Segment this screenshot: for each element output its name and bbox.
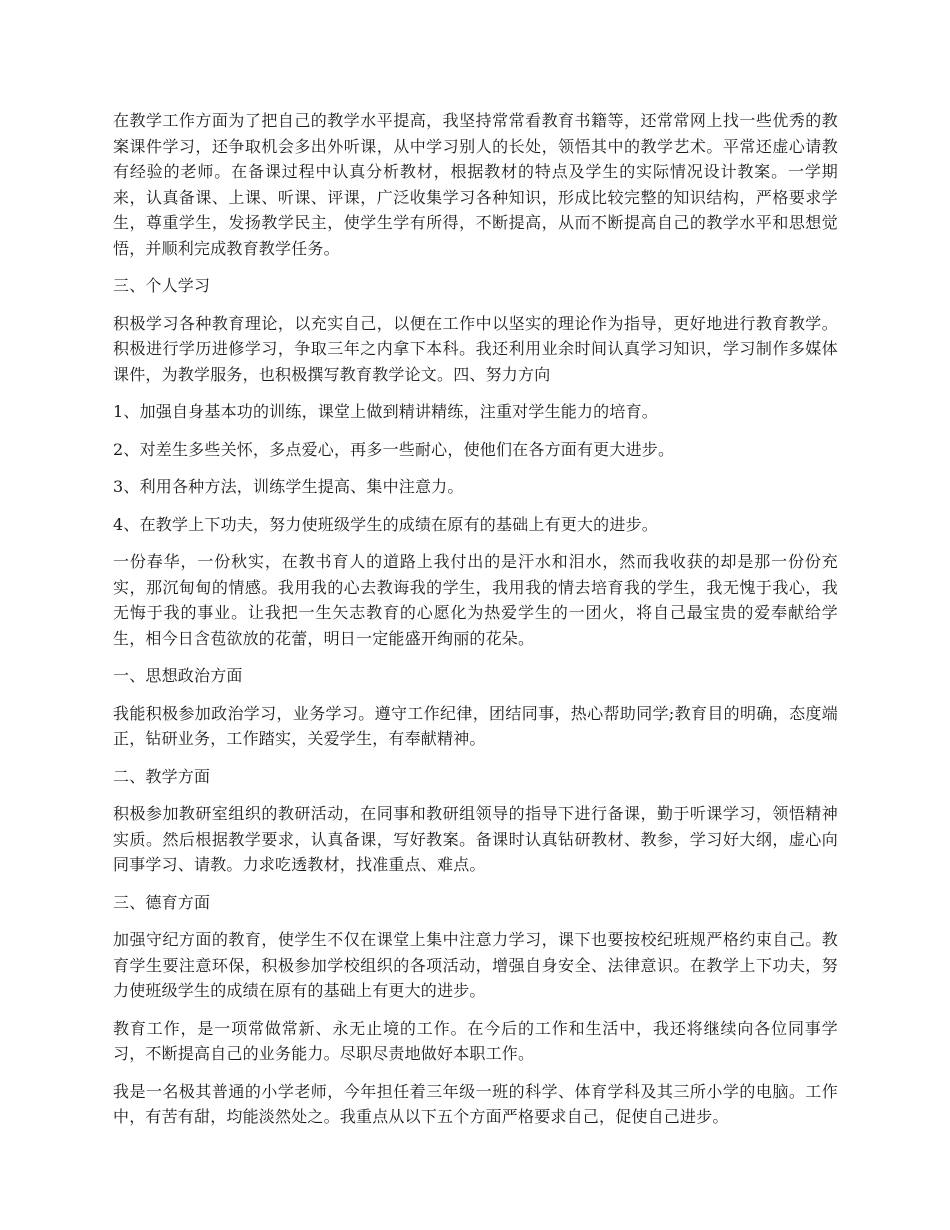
list-item-direction-1: 1、加强自身基本功的训练，课堂上做到精讲精练，注重对学生能力的培育。 [113,402,658,421]
heading-political-thought: 一、思想政治方面 [113,666,243,685]
paragraph-moral-education: 加强守纪方面的教育，使学生不仅在课堂上集中注意力学习，课下也要按校纪班规严格约束自己。教育学生要注意环保，积极参加学校组织的各项活动，增强自身安全、法律意识。在教学上下功夫，努力使班级学生的成绩在原有的基础上有更大的进步。 [113,930,838,1000]
heading-personal-study: 三、个人学习 [113,276,211,295]
paragraph-teaching: 积极参加教研室组织的教研活动，在同事和教研组领导的指导下进行备课，勤于听课学习，领悟精神实质。然后根据教学要求，认真备课，写好教案。备课时认真钻研教材、教参，学习好大纲，虚心向同事学习、请教。力求吃透教材，找准重点、难点。 [113,804,838,874]
document-body [113,108,838,1142]
paragraph-self-introduction: 我是一名极其普通的小学老师，今年担任着三年级一班的科学、体育学科及其三所小学的电脑。工作中，有苦有甜，均能淡然处之。我重点从以下五个方面严格要求自己，促使自己进步。 [113,1081,838,1126]
paragraph-education-work: 教育工作，是一项常做常新、永无止境的工作。在今后的工作和生活中，我还将继续向各位同事学习，不断提高自己的业务能力。尽职尽责地做好本职工作。 [113,1018,838,1063]
paragraph-political-thought: 我能积极参加政治学习，业务学习。遵守工作纪律，团结同事，热心帮助同学;教育目的明确，态度端正，钻研业务，工作踏实，关爱学生，有奉献精神。 [113,703,838,748]
list-item-direction-3: 3、利用各种方法，训练学生提高、集中注意力。 [113,477,464,496]
paragraph-teaching-work: 在教学工作方面为了把自己的教学水平提高，我坚持常常看教育书籍等，还常常网上找一些优秀的教案课件学习，还争取机会多出外听课，从中学习别人的长处，领悟其中的教学艺术。平常还虚心请教有经验的老师。在备课过程中认真分析教材，根据教材的特点及学生的实际情况设计教案。一学期来，认真备课、上课、听课、评课，广泛收集学习各种知识，形成比较完整的知识结构，严格要求学生，尊重学生，发扬教学民主，使学生学有所得，不断提高，从而不断提高自己的教学水平和思想觉悟，并顺利完成教育教学任务。 [113,111,838,258]
list-item-direction-4: 4、在教学上下功夫，努力使班级学生的成绩在原有的基础上有更大的进步。 [113,514,658,534]
heading-moral-education: 三、德育方面 [113,892,211,912]
list-item-direction-2: 2、对差生多些关怀，多点爱心，再多一些耐心，使他们在各方面有更大进步。 [113,439,675,459]
paragraph-reflection: 一份春华，一份秋实，在教书育人的道路上我付出的是汗水和泪水，然而我收获的却是那一份份充实，那沉甸甸的情感。我用我的心去教诲我的学生，我用我的情去培育我的学生，我无愧于我心，我无悔于我的事业。让我把一生矢志教育的心愿化为热爱学生的一团火，将自己最宝贵的爱奉献给学生，相今日含苞欲放的花蕾，明日一定能盛开绚丽的花朵。 [113,552,838,648]
paragraph-personal-study: 积极学习各种教育理论，以充实自己，以便在工作中以坚实的理论作为指导，更好地进行教育教学。积极进行学历进修学习，争取三年之内拿下本科。我还利用业余时间认真学习知识，学习制作多媒体课件，为教学服务，也积极撰写教育教学论文。四、努力方向 [113,313,838,384]
heading-teaching: 二、教学方面 [113,766,211,786]
